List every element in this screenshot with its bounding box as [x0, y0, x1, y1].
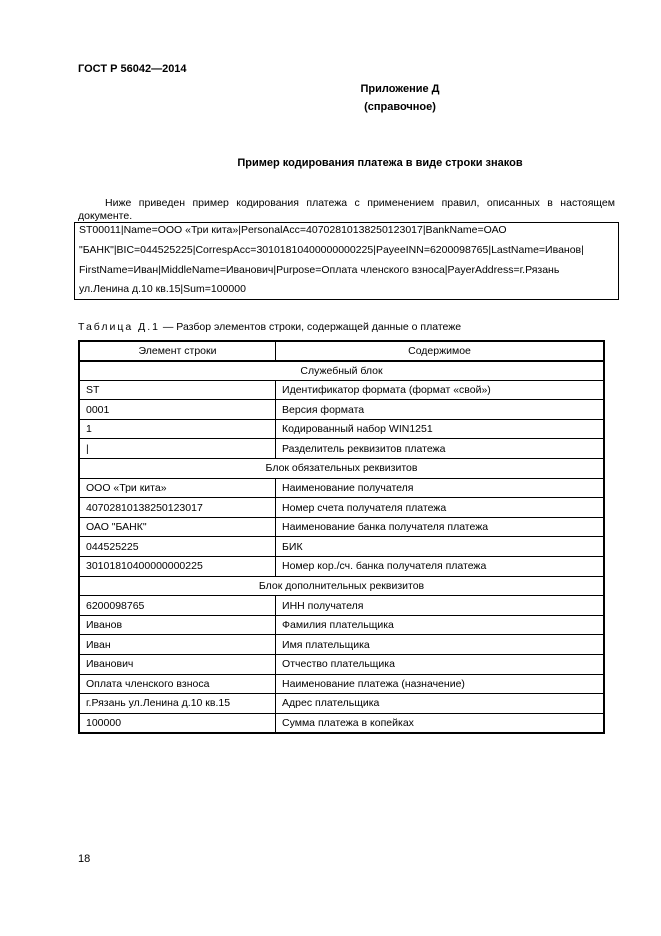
element-cell: ООО «Три кита»	[79, 478, 276, 498]
element-cell: 1	[79, 419, 276, 439]
content-cell: Кодированный набор WIN1251	[276, 419, 604, 439]
content-cell: Сумма платежа в копейках	[276, 713, 604, 733]
table-row	[79, 596, 604, 616]
table-row	[79, 694, 604, 714]
table-row	[79, 635, 604, 655]
content-cell: Номер счета получателя платежа	[276, 498, 604, 518]
table-row	[79, 439, 604, 459]
element-cell: 40702810138250123017	[79, 498, 276, 518]
table-row	[79, 517, 604, 537]
table-header-row	[79, 341, 604, 361]
content-cell: Наименование получателя	[276, 478, 604, 498]
table-caption-text: — Разбор элементов строки, содержащей данные о платеже	[159, 321, 462, 333]
table-row	[79, 419, 604, 439]
table-row	[79, 655, 604, 675]
column-header-element: Элемент строки	[79, 341, 276, 361]
section-title: Служебный блок	[79, 361, 604, 381]
section-title: Блок дополнительных реквизитов	[79, 576, 604, 596]
element-cell: 0001	[79, 400, 276, 420]
content-cell: Адрес плательщика	[276, 694, 604, 714]
section-title: Блок обязательных реквизитов	[79, 459, 604, 479]
table-row	[79, 400, 604, 420]
payment-string-box	[74, 222, 619, 300]
standard-designation: ГОСТ Р 56042—2014	[78, 63, 187, 75]
table-caption-label: Таблица Д.1	[78, 321, 160, 333]
table-caption	[78, 321, 461, 333]
intro-paragraph: Ниже приведен пример кодирования платежа с применением правил, описанных в настоящем документе.	[78, 197, 615, 222]
table-row	[79, 674, 604, 694]
appendix-type: (справочное)	[364, 101, 436, 113]
section-row	[79, 576, 604, 596]
content-cell: БИК	[276, 537, 604, 557]
element-cell: г.Рязань ул.Ленина д.10 кв.15	[79, 694, 276, 714]
content-cell: ИНН получателя	[276, 596, 604, 616]
element-cell: 100000	[79, 713, 276, 733]
content-cell: Версия формата	[276, 400, 604, 420]
element-cell: ОАО "БАНК"	[79, 517, 276, 537]
element-cell: Оплата членского взноса	[79, 674, 276, 694]
table-row	[79, 498, 604, 518]
code-line: ул.Ленина д.10 кв.15|Sum=100000	[79, 283, 246, 295]
element-cell: |	[79, 439, 276, 459]
content-cell: Наименование платежа (назначение)	[276, 674, 604, 694]
appendix-title: Приложение Д	[360, 83, 440, 95]
section-heading: Пример кодирования платежа в виде строки знаков	[237, 157, 523, 169]
element-cell: Иванов	[79, 615, 276, 635]
content-cell: Фамилия плательщика	[276, 615, 604, 635]
table-row	[79, 537, 604, 557]
table-row	[79, 557, 604, 577]
element-cell: 044525225	[79, 537, 276, 557]
page-number: 18	[78, 853, 91, 865]
content-cell: Номер кор./сч. банка получателя платежа	[276, 557, 604, 577]
code-line: ST00011|Name=ООО «Три кита»|PersonalAcc=40702810138250123017|BankName=ОАО	[79, 224, 507, 236]
code-line: "БАНК"|BIC=044525225|CorrespAcc=30101810400000000225|PayeeINN=6200098765|LastName=Иванов|	[79, 244, 584, 256]
content-cell: Наименование банка получателя платежа	[276, 517, 604, 537]
content-cell: Отчество плательщика	[276, 655, 604, 675]
table-row	[79, 713, 604, 733]
element-cell: 30101810400000000225	[79, 557, 276, 577]
table-row	[79, 478, 604, 498]
element-cell: ST	[79, 380, 276, 400]
content-cell: Имя плательщика	[276, 635, 604, 655]
table-row	[79, 615, 604, 635]
payment-elements-table	[78, 340, 605, 734]
element-cell: 6200098765	[79, 596, 276, 616]
element-cell: Иванович	[79, 655, 276, 675]
content-cell: Идентификатор формата (формат «свой»)	[276, 380, 604, 400]
table-row	[79, 380, 604, 400]
section-row	[79, 459, 604, 479]
element-cell: Иван	[79, 635, 276, 655]
code-line: FirstName=Иван|MiddleName=Иванович|Purpose=Оплата членского взноса|PayerAddress=г.Рязань	[79, 264, 560, 276]
section-row	[79, 361, 604, 381]
column-header-content: Содержимое	[276, 341, 604, 361]
content-cell: Разделитель реквизитов платежа	[276, 439, 604, 459]
